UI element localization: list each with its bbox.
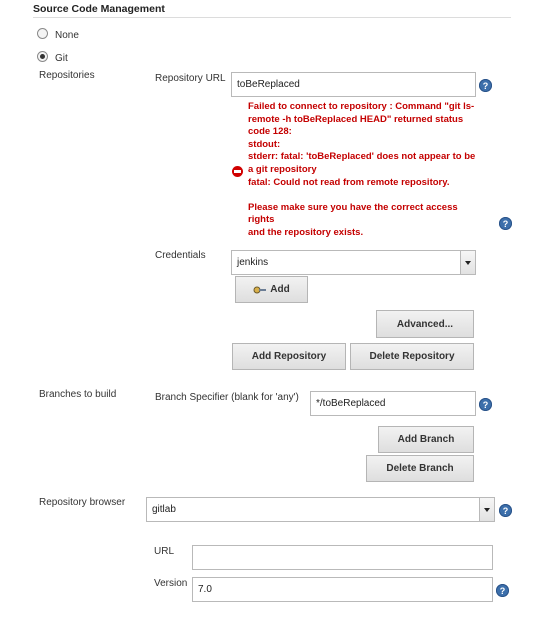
credentials-label: Credentials — [155, 250, 206, 261]
repository-url-label: Repository URL — [155, 73, 226, 84]
key-icon — [253, 286, 267, 294]
add-branch-button[interactable]: Add Branch — [378, 426, 474, 453]
browser-version-label: Version — [154, 578, 188, 589]
repository-url-value: toBeReplaced — [237, 79, 300, 90]
delete-branch-button[interactable]: Delete Branch — [366, 455, 474, 482]
repository-help-icon[interactable]: ? — [499, 217, 512, 230]
error-icon — [232, 166, 243, 177]
scm-git-label: Git — [55, 53, 68, 64]
repositories-label: Repositories — [39, 70, 95, 81]
scm-git-radio[interactable] — [37, 51, 48, 62]
add-repository-button[interactable]: Add Repository — [232, 343, 346, 370]
repository-browser-value: gitlab — [152, 504, 176, 515]
add-credentials-button[interactable] — [235, 276, 308, 303]
repository-browser-label: Repository browser — [39, 497, 126, 508]
branch-specifier-value: */toBeReplaced — [316, 398, 386, 409]
branch-specifier-label: Branch Specifier (blank for 'any') — [155, 392, 299, 403]
scm-none-radio[interactable] — [37, 28, 48, 39]
browser-version-help-icon[interactable]: ? — [496, 584, 509, 597]
branch-specifier-help-icon[interactable]: ? — [479, 398, 492, 411]
credentials-select[interactable] — [231, 250, 476, 275]
delete-repository-button[interactable]: Delete Repository — [350, 343, 474, 370]
chevron-down-icon — [460, 251, 475, 274]
browser-url-label: URL — [154, 546, 175, 557]
scm-none-label: None — [55, 30, 79, 41]
browser-version-value: 7.0 — [198, 584, 212, 595]
branches-label: Branches to build — [39, 389, 117, 400]
branch-specifier-input[interactable] — [310, 391, 476, 416]
credentials-value: jenkins — [237, 257, 269, 268]
section-divider — [33, 17, 511, 18]
repository-url-input[interactable] — [231, 72, 476, 97]
browser-url-input[interactable] — [192, 545, 493, 570]
repository-url-help-icon[interactable]: ? — [479, 79, 492, 92]
browser-version-input[interactable] — [192, 577, 493, 602]
repository-browser-help-icon[interactable]: ? — [499, 504, 512, 517]
add-credentials-label: Add — [270, 284, 290, 295]
section-title: Source Code Management — [33, 3, 165, 15]
chevron-down-icon — [479, 498, 494, 521]
repository-browser-select[interactable] — [146, 497, 495, 522]
repository-error-message: Failed to connect to repository : Command "git ls-remote -h toBeReplaced HEAD" returned status code 128: stdout: stderr: fatal: 'toBeReplaced' does not appear to be a git repository fatal: Could not read from remote repository. Please make sure you have the correct access rights and the repository exists. — [248, 101, 476, 238]
advanced-button[interactable]: Advanced... — [376, 310, 474, 338]
